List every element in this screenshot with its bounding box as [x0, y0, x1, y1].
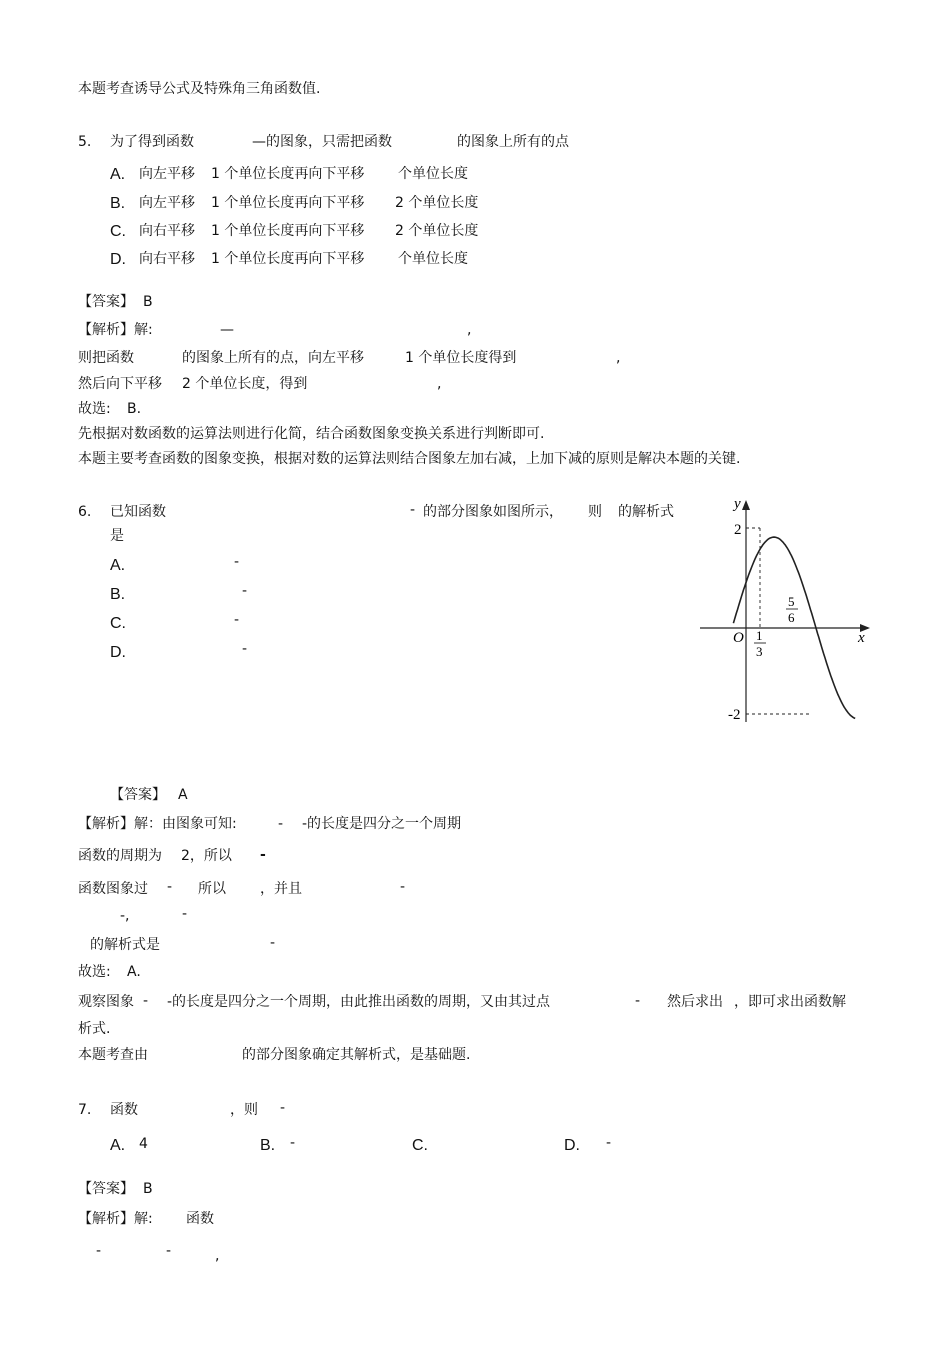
q7-last-dash2: -: [166, 1243, 172, 1259]
q6-line3-dash2: -: [400, 879, 406, 895]
q5-note2: 本题主要考查函数的图象变换，根据对数的运算法则结合图象左加右减，上加下减的原则是解决本题的关键.: [78, 451, 741, 467]
q6-option-c-letter: C.: [110, 615, 126, 632]
q5-line1-a: 则把函数: [78, 350, 134, 366]
q7-stem-b: ，则: [230, 1102, 258, 1118]
q6-answer-label: 【答案】: [110, 787, 166, 803]
q5-line1-comma: ,: [616, 350, 621, 366]
q6-stem-b: 的部分图象如图所示，: [423, 504, 563, 520]
q5-line1-b: 的图象上所有的点，向左平移: [182, 350, 364, 366]
q6-observe-dash1: -: [143, 993, 149, 1009]
fraction-five-sixths-numerator: 5: [788, 594, 795, 609]
q6-observe-d: ，即可求出函数解: [734, 994, 846, 1010]
q7-option-d-letter: D.: [564, 1137, 580, 1154]
q6-option-c-dash: -: [234, 612, 240, 628]
q7-last-comma: ,: [215, 1248, 220, 1264]
q6-stem-dash: -: [410, 502, 416, 518]
q7-option-d-value: -: [606, 1135, 612, 1151]
q7-number: 7.: [78, 1102, 92, 1118]
q5-stem-c: 的图象上所有的点: [457, 134, 569, 150]
q5-option-d-down: 1 个单位长度再向下平移: [211, 251, 365, 267]
q6-line4-a: -,: [120, 908, 130, 924]
max-value-label: 2: [734, 522, 742, 538]
q5-note1: 先根据对数函数的运算法则进行化简，结合函数图象变换关系进行判断即可.: [78, 426, 545, 442]
q6-observe-c: 然后求出: [667, 994, 723, 1010]
q5-option-a-letter: A.: [110, 166, 126, 183]
q6-observe-a: 观察图象: [78, 994, 134, 1010]
q7-option-a-letter: A.: [110, 1137, 126, 1154]
q6-choice-label: 故选:: [78, 964, 111, 980]
q7-last-dash1: -: [96, 1243, 102, 1259]
fraction-five-sixths-denominator: 6: [788, 610, 795, 625]
q5-analysis-dash: —: [220, 322, 234, 338]
q5-analysis-label: 【解析】解:: [78, 322, 153, 338]
q6-stem-a: 已知函数: [110, 504, 166, 520]
q6-number: 6.: [78, 504, 92, 520]
q6-option-d-dash: -: [242, 641, 248, 657]
q5-line2-b: 2 个单位长度，得到: [182, 376, 308, 392]
q5-option-b-letter: B.: [110, 195, 126, 212]
fraction-one-third-denominator: 3: [756, 644, 763, 659]
q6-line5-dash: -: [270, 935, 276, 951]
q6-answer: A: [178, 787, 188, 803]
sine-graph-figure: [690, 492, 890, 732]
q5-stem-a: 为了得到函数: [110, 134, 194, 150]
q7-option-b-value: -: [290, 1135, 296, 1151]
q5-line2-a: 然后向下平移: [78, 376, 162, 392]
q7-stem-dash: -: [280, 1100, 286, 1116]
q6-line3-c: ，并且: [260, 881, 302, 897]
q5-stem-b: —的图象，只需把函数: [252, 134, 392, 150]
q6-observe-b: -的长度是四分之一个周期，由此推出函数的周期，又由其过点: [167, 994, 551, 1010]
q5-answer-label: 【答案】: [78, 294, 134, 310]
q6-summary-a: 本题考查由: [78, 1047, 148, 1063]
q5-choice-value: B.: [127, 401, 142, 417]
q5-line1-c: 1 个单位长度得到: [405, 350, 517, 366]
q6-line2-a: 函数的周期为: [78, 848, 162, 864]
q5-option-c-unit: 2 个单位长度: [395, 223, 479, 239]
origin-label: O: [733, 630, 744, 646]
y-axis-label: y: [734, 496, 741, 512]
q7-analysis-func: 函数: [186, 1211, 214, 1227]
q5-analysis-comma: ,: [467, 322, 472, 338]
q5-line2-comma: ,: [437, 376, 442, 392]
q7-stem-a: 函数: [110, 1102, 138, 1118]
q6-line3-dash1: -: [167, 879, 173, 895]
q6-line2-dash: -: [260, 847, 266, 863]
q6-stem-c: 则: [588, 504, 602, 520]
q6-analysis-dash1: -: [278, 816, 284, 832]
q5-option-a-move: 向左平移: [139, 166, 195, 182]
q5-option-b-move: 向左平移: [139, 195, 195, 211]
q6-choice-value: A.: [127, 964, 141, 980]
q6-line3-a: 函数图象过: [78, 881, 148, 897]
q7-analysis-label: 【解析】解:: [78, 1211, 153, 1227]
q6-option-b-dash: -: [242, 583, 248, 599]
q6-option-a-letter: A.: [110, 557, 126, 574]
q5-option-b-unit: 2 个单位长度: [395, 195, 479, 211]
intro-line: 本题考查诱导公式及特殊角三角函数值.: [78, 81, 321, 97]
x-axis-label: x: [858, 630, 865, 646]
q5-option-c-down: 1 个单位长度再向下平移: [211, 223, 365, 239]
q5-choice-label: 故选:: [78, 401, 111, 417]
q6-stem-d: 的解析式: [618, 504, 674, 520]
y-axis-arrow: [742, 500, 750, 510]
q7-answer: B: [143, 1181, 153, 1197]
q6-option-d-letter: D.: [110, 644, 126, 661]
fraction-one-third-numerator: 1: [756, 628, 763, 643]
q6-observe-dash2: -: [635, 993, 641, 1009]
q5-option-b-down: 1 个单位长度再向下平移: [211, 195, 365, 211]
q7-option-b-letter: B.: [260, 1137, 276, 1154]
q6-summary-b: 的部分图象确定其解析式，是基础题.: [242, 1047, 471, 1063]
q5-option-a-down: 1 个单位长度再向下平移: [211, 166, 365, 182]
q7-option-a-value: 4: [139, 1136, 148, 1152]
q6-observe-e: 析式.: [78, 1021, 111, 1037]
q7-answer-label: 【答案】: [78, 1181, 134, 1197]
q7-option-c-letter: C.: [412, 1137, 428, 1154]
q6-analysis-label: 【解析】解：由图象可知:: [78, 816, 237, 832]
min-value-label: -2: [728, 707, 741, 723]
q6-line5: 的解析式是: [90, 937, 160, 953]
q6-option-b-letter: B.: [110, 586, 126, 603]
q5-option-d-move: 向右平移: [139, 251, 195, 267]
q5-option-c-letter: C.: [110, 223, 126, 240]
q6-analysis-line1: -的长度是四分之一个周期: [302, 816, 462, 832]
q5-option-d-letter: D.: [110, 251, 126, 268]
q5-answer: B: [143, 294, 153, 310]
q5-option-c-move: 向右平移: [139, 223, 195, 239]
q5-option-d-unit: 个单位长度: [398, 251, 468, 267]
q6-line2-b: 2，所以: [181, 848, 232, 864]
q5-number: 5.: [78, 134, 92, 150]
q6-stem-e: 是: [110, 528, 124, 544]
q6-option-a-dash: -: [234, 554, 240, 570]
q6-line4-dash: -: [182, 906, 188, 922]
q5-option-a-unit: 个单位长度: [398, 166, 468, 182]
q6-line3-b: 所以: [198, 881, 226, 897]
